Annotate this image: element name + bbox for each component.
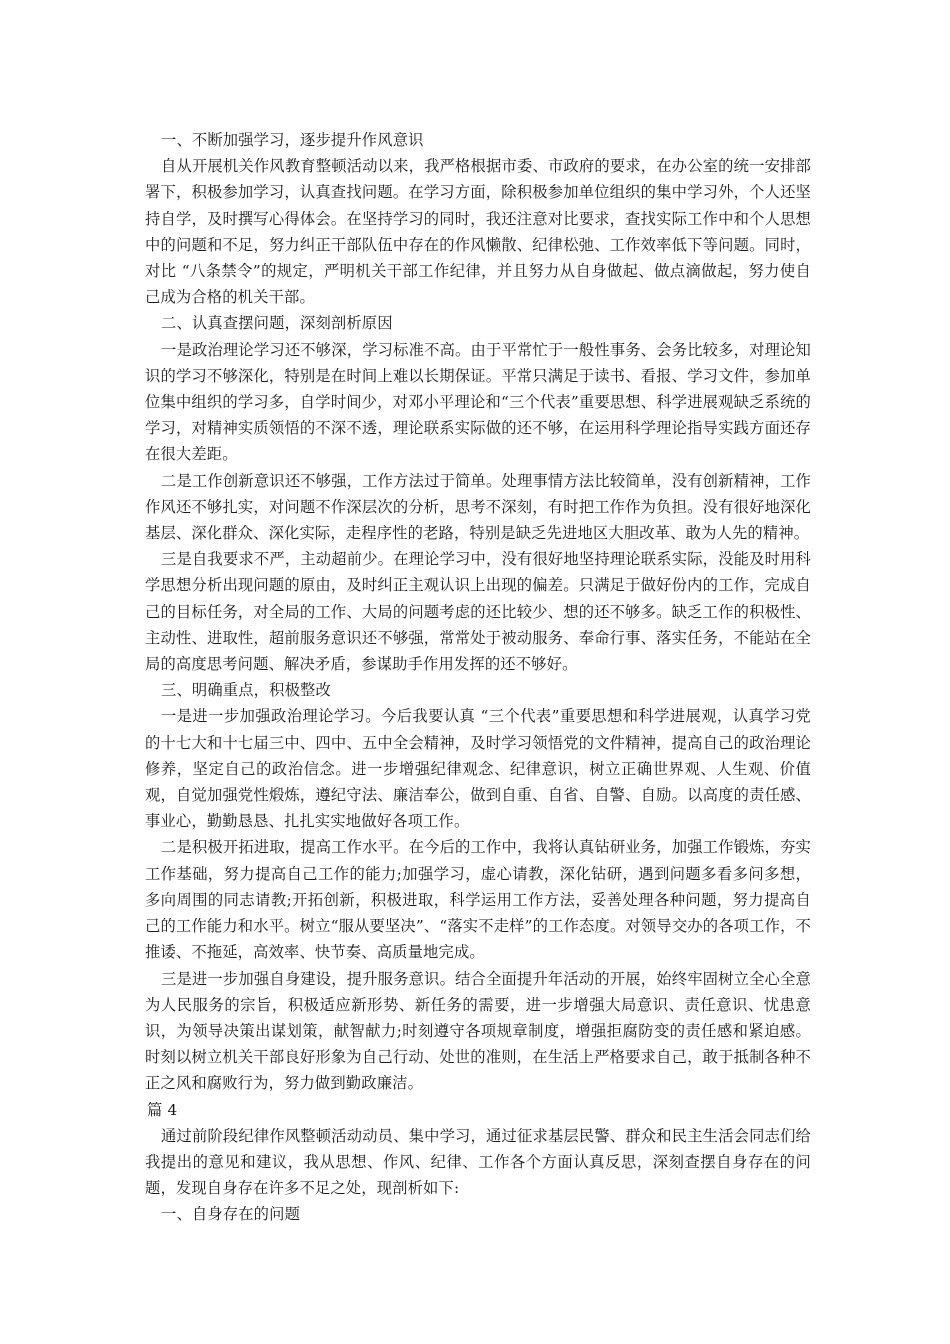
section-heading: 一、自身存在的问题 [161, 1205, 301, 1224]
section-heading: 一、不断加强学习，逐步提升作风意识 [161, 131, 424, 149]
chapter-label: 篇 4 [147, 1100, 178, 1119]
paragraph: 二是积极开拓进取，提高工作水平。在今后的工作中，我将认真钻研业务，加强工作锻炼，夯实工作基础，努力提高自己工作的能力;加强学习，虚心请教，深化钻研，遇到问题多看多问多想，多向周围的同志请教;开拓创新，积极进取，科学运用工作方法，妥善处理各种问题，努力提高自己的工作能力和水平。树立“服从要坚决”、“落实不走样”的工作态度。对领导交办的各项工作，不推诿、不拖延，高效率、快节奏、高质量地完成。 [145, 838, 811, 962]
paragraph: 一是进一步加强政治理论学习。今后我要认真 “三个代表”重要思想和科学进展观，认真学习党的十七大和十七届三中、四中、五中全会精神，及时学习领悟党的文件精神，提高自己的政治理论修养，坚定自己的政治信念。进一步增强纪律观念、纪律意识，树立正确世界观、人生观、价值观，自觉加强党性煅炼，遵纪守法、廉洁奉公，做到自重、自省、自警、自励。以高度的责任感、事业心，勤勤恳恳、扎扎实实地做好各项工作。 [145, 707, 811, 831]
paragraph: 通过前阶段纪律作风整顿活动动员、集中学习，通过征求基层民警、群众和民主生活会同志们给我提出的意见和建议，我从思想、作风、纪律、工作各个方面认真反思，深刻查摆自身存在的问题，发现自身存在许多不足之处，现剖析如下: [145, 1126, 811, 1198]
paragraph: 自从开展机关作风教育整顿活动以来，我严格根据市委、市政府的要求，在办公室的统一安排部署下，积极参加学习，认真查找问题。在学习方面，除积极参加单位组织的集中学习外，个人还坚持自学，及时撰写心得体会。在坚持学习的同时，我还注意对比要求，查找实际工作中和个人思想中的问题和不足，努力纠正干部队伍中存在的作风懒散、纪律松弛、工作效率低下等问题。同时，对比 “八条禁令”的规定，严明机关干部工作纪律，并且努力从自身做起、做点滴做起，努力使自己成为合格的机关干部。 [145, 157, 811, 307]
paragraph: 三是自我要求不严，主动超前少。在理论学习中，没有很好地坚持理论联系实际，没能及时用科学思想分析出现问题的原由，及时纠正主观认识上出现的偏差。只满足于做好份内的工作，完成自己的目标任务，对全局的工作、大局的问题考虑的还比较少、想的还不够多。缺乏工作的积极性、主动性、进取性，超前服务意识还不够强，常常处于被动服务、奉命行事、落实任务，不能站在全局的高度思考问题、解决矛盾，参谋助手作用发挥的还不够好。 [145, 550, 811, 674]
paragraph: 二是工作创新意识还不够强，工作方法过于简单。处理事情方法比较简单，没有创新精神，工作作风还不够扎实，对问题不作深层次的分析，思考不深刻，有时把工作作为负担。没有很好地深化基层、深化群众、深化实际，走程序性的老路，特别是缺乏先进地区大胆改革、敢为人先的精神。 [145, 471, 811, 543]
section-heading: 二、认真查摆问题，深刻剖析原因 [161, 314, 393, 333]
paragraph: 一是政治理论学习还不够深，学习标准不高。由于平常忙于一般性事务、会务比较多，对理论知识的学习不够深化，特别是在时间上难以长期保证。平常只满足于读书、看报、学习文件，参加单位集中组织的学习多，自学时间少，对邓小平理论和“三个代表”重要思想、科学进展观缺乏系统的学习，对精神实质领悟的不深不透，理论联系实际做的还不够，在运用科学理论指导实践方面还存在很大差距。 [145, 340, 811, 464]
document-page [145, 127, 811, 1228]
paragraph: 三是进一步加强自身建设，提升服务意识。结合全面提升年活动的开展，始终牢固树立全心全意为人民服务的宗旨，积极适应新形势、新任务的需要，进一步增强大局意识、责任意识、忧患意识，为领导决策出谋划策，献智献力;时刻遵守各项规章制度，增强拒腐防变的责任感和紧迫感。时刻以树立机关干部良好形象为自己行动、处世的准则，在生活上严格要求自己，敢于抵制各种不正之风和腐败行为，努力做到勤政廉洁。 [145, 969, 811, 1093]
section-heading: 三、明确重点，积极整改 [161, 681, 331, 700]
